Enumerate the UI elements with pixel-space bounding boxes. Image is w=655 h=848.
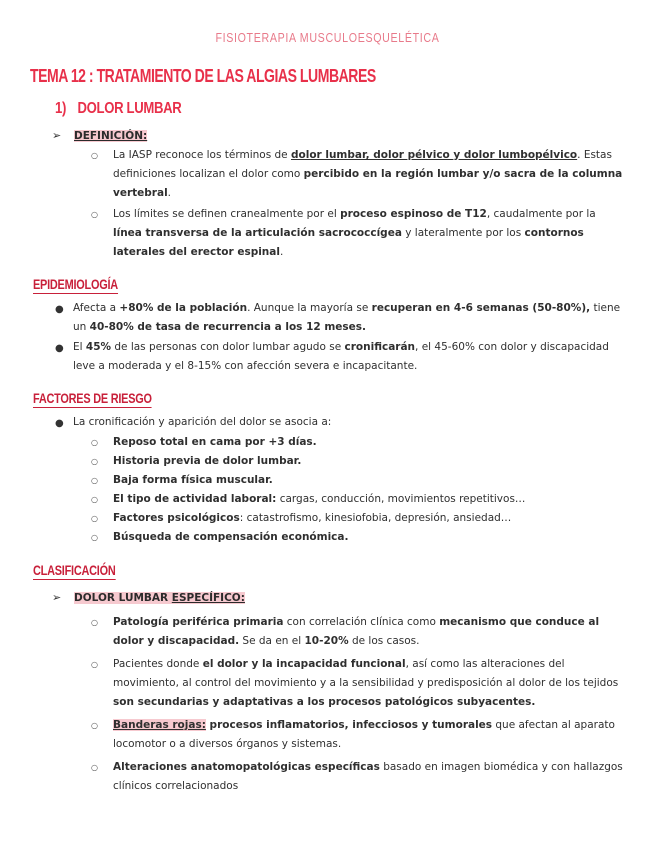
bold-text: Alteraciones anatomopatológicas específicas (113, 761, 380, 773)
bold-text: recuperan en 4-6 semanas (50-80%), (371, 302, 591, 314)
bold-text: cronificarán (344, 341, 416, 353)
text: , así como las alteraciones del movimiento, al control del movimiento y a la sensibilidad y predisposición al dolor de los tejidos (113, 658, 619, 689)
definicion-label: DEFINICIÓN: (74, 130, 148, 142)
bold-text: procesos inflamatorios, infecciosos y tumorales (205, 719, 493, 731)
bold-text: contornos laterales del erector espinal (113, 227, 584, 258)
page-title: TEMA 12 : TRATAMIENTO DE LAS ALGIAS LUMBARES (30, 66, 376, 86)
bold-text: línea transversa de la articulación sacrococcígea (113, 227, 402, 239)
hollow-bullet-icon: ○ (91, 533, 98, 542)
factores-item-2: Historia previa de dolor lumbar. (113, 455, 302, 467)
text: de los casos. (348, 635, 420, 647)
hollow-bullet-icon: ○ (91, 721, 98, 730)
clasificacion-label-a: DOLOR LUMBAR (74, 592, 172, 604)
factores-item-4 (113, 490, 525, 509)
text: La IASP reconoce los términos de (113, 149, 291, 161)
bold-text: percibido en la región lumbar y/o sacra de la columna vertebral (113, 168, 623, 199)
text: . Aunque la mayoría se (247, 302, 372, 314)
text: que afectan al aparato locomotor o a diversos órganos y sistemas. (113, 719, 615, 750)
hollow-bullet-icon: ○ (91, 514, 98, 523)
factores-intro: La cronificación y aparición del dolor se asocia a: (73, 416, 332, 428)
definicion-label-row (52, 126, 147, 146)
text: y lateralmente por los (401, 227, 525, 239)
factores-item-5 (113, 509, 511, 528)
hollow-bullet-icon: ○ (91, 151, 98, 160)
hollow-bullet-icon: ○ (91, 476, 98, 485)
arrow-bullet-icon: ➢ (52, 129, 62, 142)
subtitle-text: DOLOR LUMBAR (77, 100, 182, 117)
epidemiologia-item-2 (73, 338, 625, 376)
bold-text: 40-80% de tasa de recurrencia a los 12 meses. (89, 321, 367, 333)
factores-heading: FACTORES DE RIESGO (33, 390, 152, 406)
dot-bullet-icon: ● (55, 304, 64, 315)
clasificacion-item-1 (113, 613, 625, 651)
bold-text: son secundarias y adaptativas a los procesos patológicos subyacentes. (113, 696, 536, 708)
hollow-bullet-icon: ○ (91, 457, 98, 466)
clasificacion-item-2 (113, 655, 625, 712)
clasificacion-item-3 (113, 716, 625, 754)
text: Se da en el (239, 635, 305, 647)
factores-item-6: Búsqueda de compensación económica. (113, 531, 349, 543)
text: Afecta a (73, 302, 120, 314)
bold-text: 10-20% (304, 635, 349, 647)
hollow-bullet-icon: ○ (91, 763, 98, 772)
hollow-bullet-icon: ○ (91, 495, 98, 504)
text: El (73, 341, 86, 353)
text: . Estas definiciones localizan el dolor como (113, 149, 612, 180)
hollow-bullet-icon: ○ (91, 210, 98, 219)
bold-text: El tipo de actividad laboral: (113, 493, 277, 505)
bold-text: +80% de la población (119, 302, 248, 314)
bold-text: Banderas rojas: (113, 719, 206, 731)
factores-item-1: Reposo total en cama por +3 días. (113, 436, 317, 448)
definicion-item-1 (113, 146, 625, 203)
course-header: FISIOTERAPIA MUSCULOESQUELÉTICA (215, 30, 440, 45)
bold-text: proceso espinoso de T12 (340, 208, 487, 220)
text: con correlación clínica como (283, 616, 440, 628)
text: Pacientes donde (113, 658, 203, 670)
clasificacion-label-b: ESPECÍFICO: (171, 592, 245, 604)
definicion-item-2 (113, 205, 625, 262)
text: de las personas con dolor lumbar agudo se (111, 341, 345, 353)
text: , caudalmente por la (486, 208, 596, 220)
epidemiologia-heading: EPIDEMIOLOGÍA (33, 276, 118, 292)
text: tiene un (73, 302, 621, 333)
hollow-bullet-icon: ○ (91, 660, 98, 669)
bold-text: Patología periférica primaria (113, 616, 284, 628)
epidemiologia-item-1 (73, 299, 625, 337)
hollow-bullet-icon: ○ (91, 618, 98, 627)
section-subtitle (55, 100, 181, 118)
dot-bullet-icon: ● (55, 418, 64, 429)
bold-text: dolor lumbar, dolor pélvico y dolor lumbopélvico (290, 149, 578, 161)
arrow-bullet-icon: ➢ (52, 591, 62, 604)
text: : catastrofismo, kinesiofobia, depresión, ansiedad… (239, 512, 512, 524)
bold-text: mecanismo que conduce al dolor y discapacidad. (113, 616, 600, 647)
subtitle-number: 1) (55, 100, 67, 117)
bold-text: Factores psicológicos (113, 512, 240, 524)
text: cargas, conducción, movimientos repetitivos… (276, 493, 526, 505)
dot-bullet-icon: ● (55, 343, 64, 354)
text: . (167, 187, 172, 199)
text: Los límites se definen cranealmente por el (113, 208, 341, 220)
bold-text: el dolor y la incapacidad funcional (202, 658, 406, 670)
bold-text: 45% (85, 341, 112, 353)
text: basado en imagen biomédica y con hallazgos clínicos correlacionados (113, 761, 623, 792)
clasificacion-label-row (52, 588, 245, 608)
text: , el 45-60% con dolor y discapacidad leve a moderada y el 8-15% con afección severa e incapacitante. (73, 341, 609, 372)
clasificacion-item-4 (113, 758, 625, 796)
hollow-bullet-icon: ○ (91, 438, 98, 447)
text: . (279, 246, 284, 258)
clasificacion-heading: CLASIFICACIÓN (33, 562, 116, 578)
factores-item-3: Baja forma física muscular. (113, 474, 273, 486)
